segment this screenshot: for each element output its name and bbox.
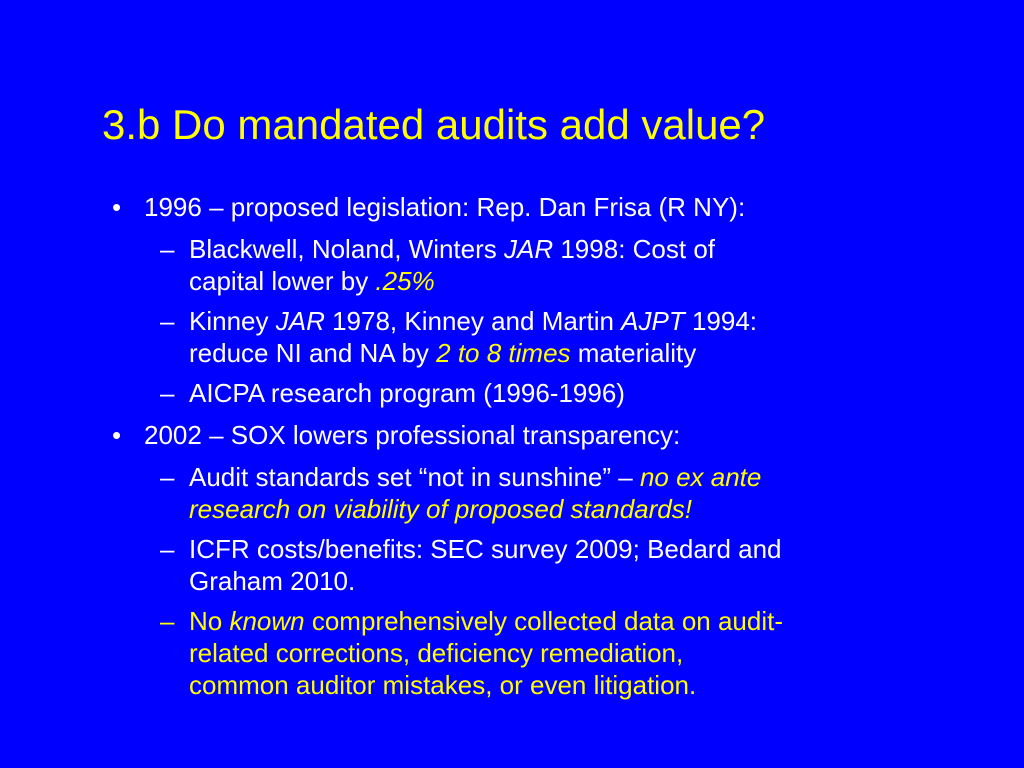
text-run: 1998: Cost of: [553, 234, 716, 264]
text-run: 1978, Kinney and Martin: [324, 306, 622, 336]
text-run: materiality: [570, 338, 697, 368]
sub-item-text: [189, 605, 989, 701]
slide-title: 3.b Do mandated audits add value?: [102, 101, 766, 148]
dash-icon: –: [160, 234, 175, 264]
sub-item-line: [189, 305, 989, 337]
sub-item-line: [189, 337, 989, 369]
journal-name: JAR: [275, 306, 325, 336]
journal-name: JAR: [504, 234, 554, 264]
sub-item-line: research on viability of proposed standards!: [189, 494, 692, 524]
sub-item-line: [189, 605, 989, 637]
sub-item-line: [189, 461, 989, 493]
sub-item-text: [189, 305, 989, 369]
dash-icon: –: [160, 462, 175, 492]
text-run: comprehensively collected data on audit-: [304, 606, 784, 636]
text-run: No: [189, 606, 230, 636]
sub-item-text: [189, 377, 989, 409]
text-run: Blackwell, Noland, Winters: [189, 234, 504, 264]
text-run: capital lower by: [189, 266, 376, 296]
emphasis-text: no ex ante: [639, 462, 762, 492]
journal-name: AJPT: [621, 306, 685, 336]
sub-item-line: related corrections, deficiency remediation,: [189, 638, 684, 668]
sub-item-line: [189, 265, 989, 297]
dash-icon: –: [160, 606, 175, 636]
dash-icon: –: [160, 378, 175, 408]
dash-icon: –: [160, 306, 175, 336]
bullet-text: 1996 – proposed legislation: Rep. Dan Frisa (R NY):: [144, 192, 746, 222]
sub-item-line: Graham 2010.: [189, 566, 356, 596]
emphasis-text: .25%: [375, 266, 435, 296]
text-run: Audit standards set “not in sunshine” –: [189, 462, 640, 492]
text-run: reduce NI and NA by: [189, 338, 437, 368]
sub-item-text: [189, 533, 989, 597]
emphasis-text: known: [229, 606, 305, 636]
dash-icon: –: [160, 534, 175, 564]
bullet-icon: •: [112, 192, 122, 222]
sub-item-text: [189, 233, 989, 297]
bullet-icon: •: [112, 420, 122, 450]
sub-item-line: AICPA research program (1996-1996): [189, 378, 625, 408]
text-run: Kinney: [189, 306, 276, 336]
sub-item-line: common auditor mistakes, or even litigation.: [189, 670, 697, 700]
sub-item-line: [189, 233, 989, 265]
sub-item-line: ICFR costs/benefits: SEC survey 2009; Bedard and: [189, 534, 782, 564]
text-run: 1994:: [684, 306, 758, 336]
bullet-text: 2002 – SOX lowers professional transparency:: [144, 420, 681, 450]
emphasis-text: 2 to 8 times: [436, 338, 571, 368]
sub-item-text: [189, 461, 989, 525]
